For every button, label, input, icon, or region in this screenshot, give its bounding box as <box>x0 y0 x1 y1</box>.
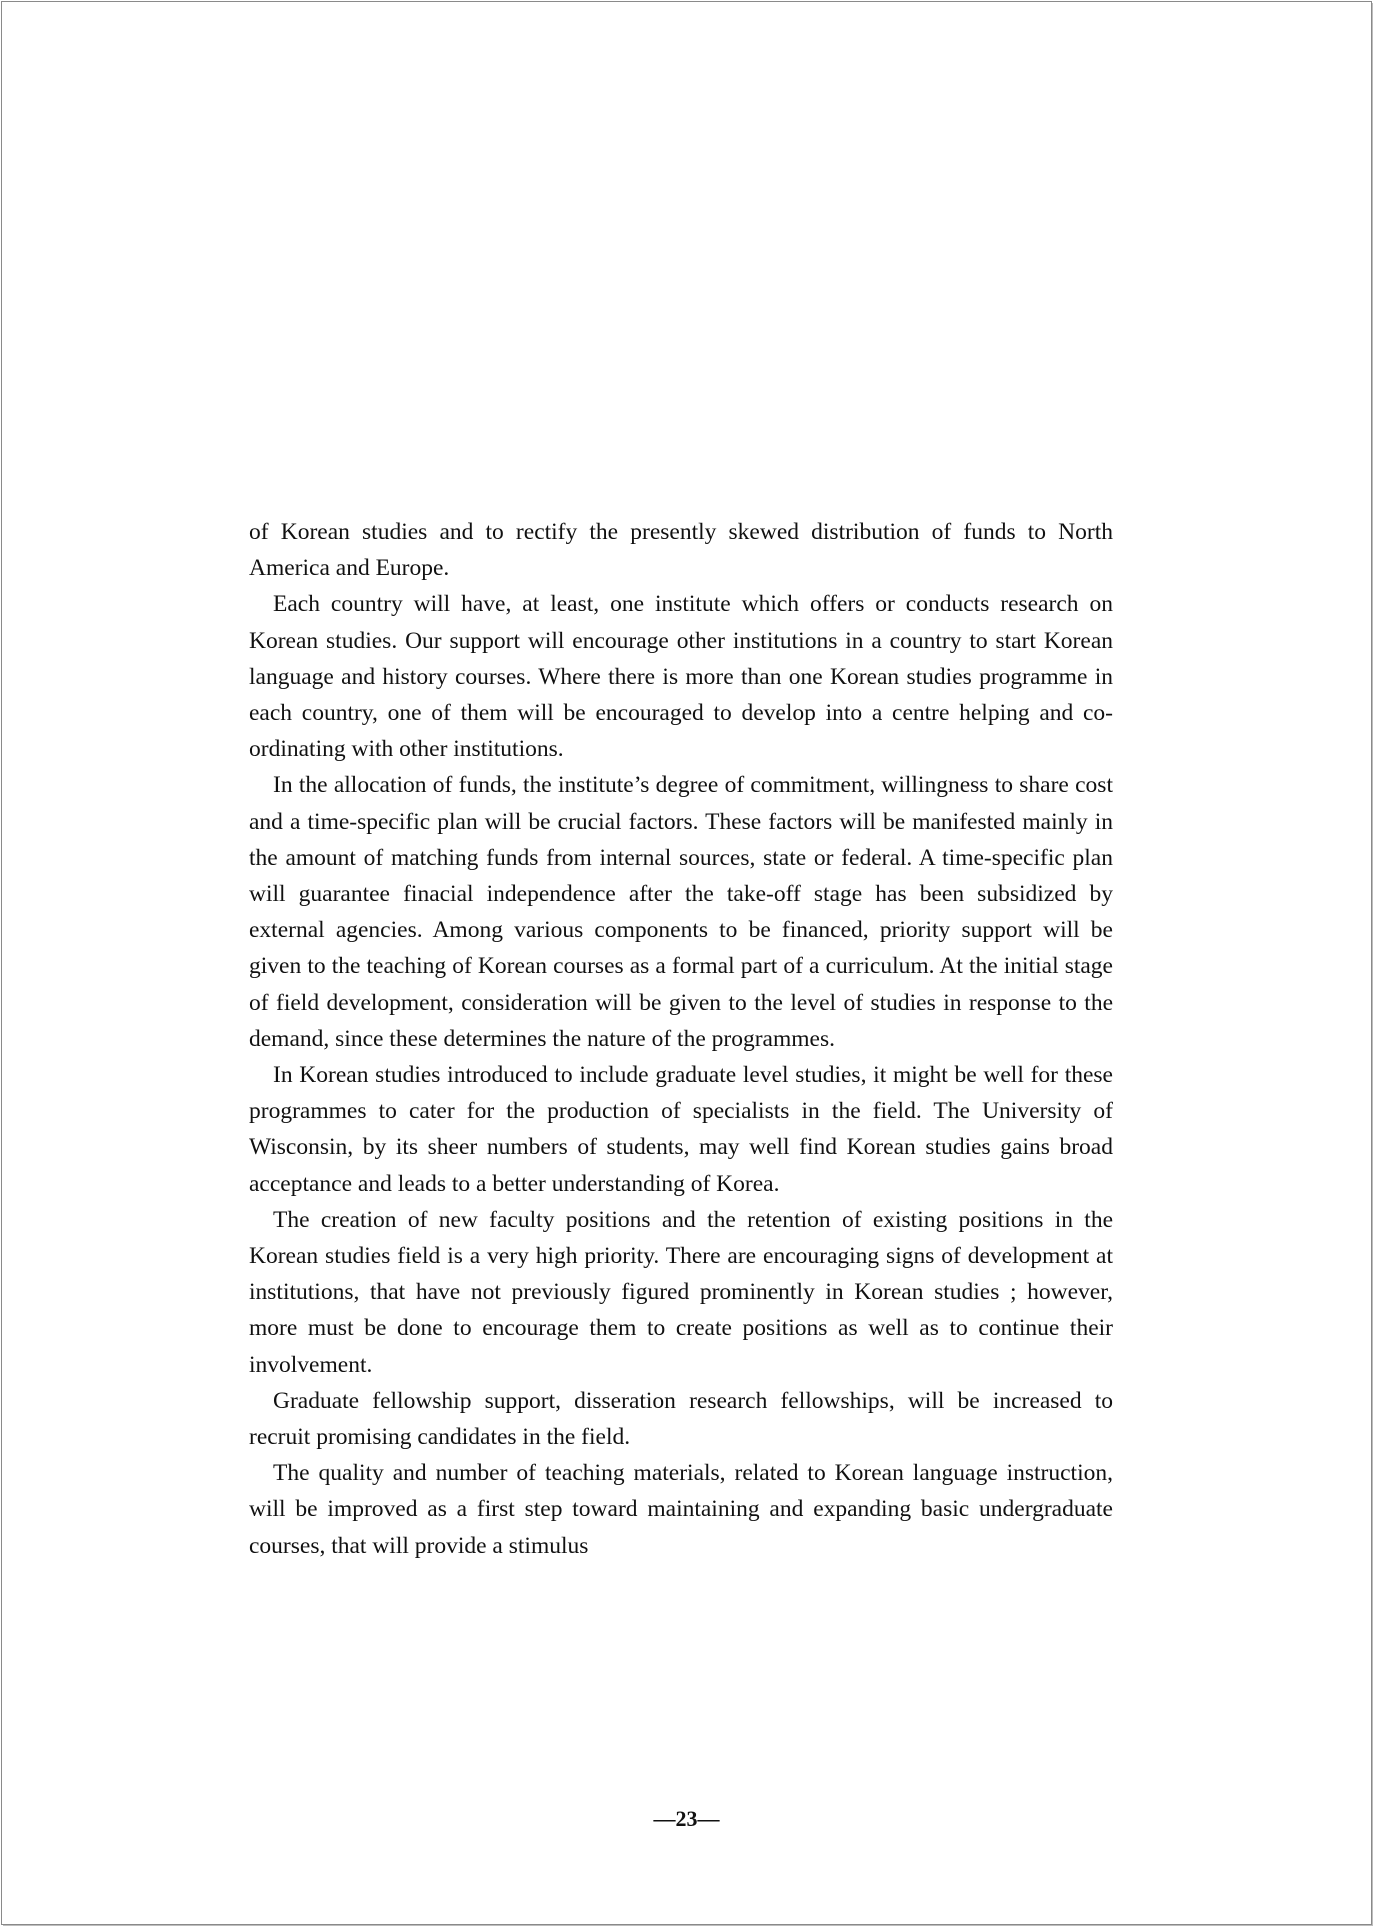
body-text <box>249 514 1113 1564</box>
paragraph-allocation: In the allocation of funds, the institute’s degree of commitment, willingness to share cost and a time-specific plan will be crucial factors. These factors will be manifested mainly in the amount of matching funds from internal sources, state or federal. A time-specific plan will guarantee finacial independence after the take-off stage has been subsidized by external agencies. Among various components to be financed, priority support will be given to the teaching of Korean courses as a formal part of a curriculum. At the initial stage of field development, consideration will be given to the level of studies in response to the demand, since these determines the nature of the programmes. <box>249 772 1113 1052</box>
paragraph-faculty-positions: The creation of new faculty positions and the retention of existing positions in the Korean studies field is a very high priority. There are encouraging signs of development at institutions, that have not previously figured prominently in Korean studies ; however, more must be done to encourage them to create positions as well as to continue their involvement. <box>249 1206 1113 1378</box>
page <box>1 1 1372 1925</box>
paragraph-continuation: of Korean studies and to rectify the presently skewed distribution of funds to North America and Europe. <box>249 519 1113 582</box>
page-number: —23— <box>653 1806 720 1831</box>
paragraph-institutes: Each country will have, at least, one institute which offers or conducts research on Korean studies. Our support will encourage other institutions in a country to start Korean language and history courses. Where there is more than one Korean studies programme in each country, one of them will be encouraged to develop into a centre helping and co-ordinating with other institutions. <box>249 591 1113 763</box>
paragraph-graduate-studies: In Korean studies introduced to include graduate level studies, it might be well for these programmes to cater for the production of specialists in the field. The University of Wisconsin, by its sheer numbers of students, may well find Korean studies gains broad acceptance and leads to a better understanding of Korea. <box>249 1062 1113 1197</box>
paragraph-teaching-materials: The quality and number of teaching materials, related to Korean language instruction, will be improved as a first step toward maintaining and expanding basic undergraduate courses, that will provide a stimulus <box>249 1460 1113 1559</box>
paragraph-fellowships: Graduate fellowship support, disseration research fellowships, will be increased to recruit promising candidates in the field. <box>249 1387 1113 1451</box>
